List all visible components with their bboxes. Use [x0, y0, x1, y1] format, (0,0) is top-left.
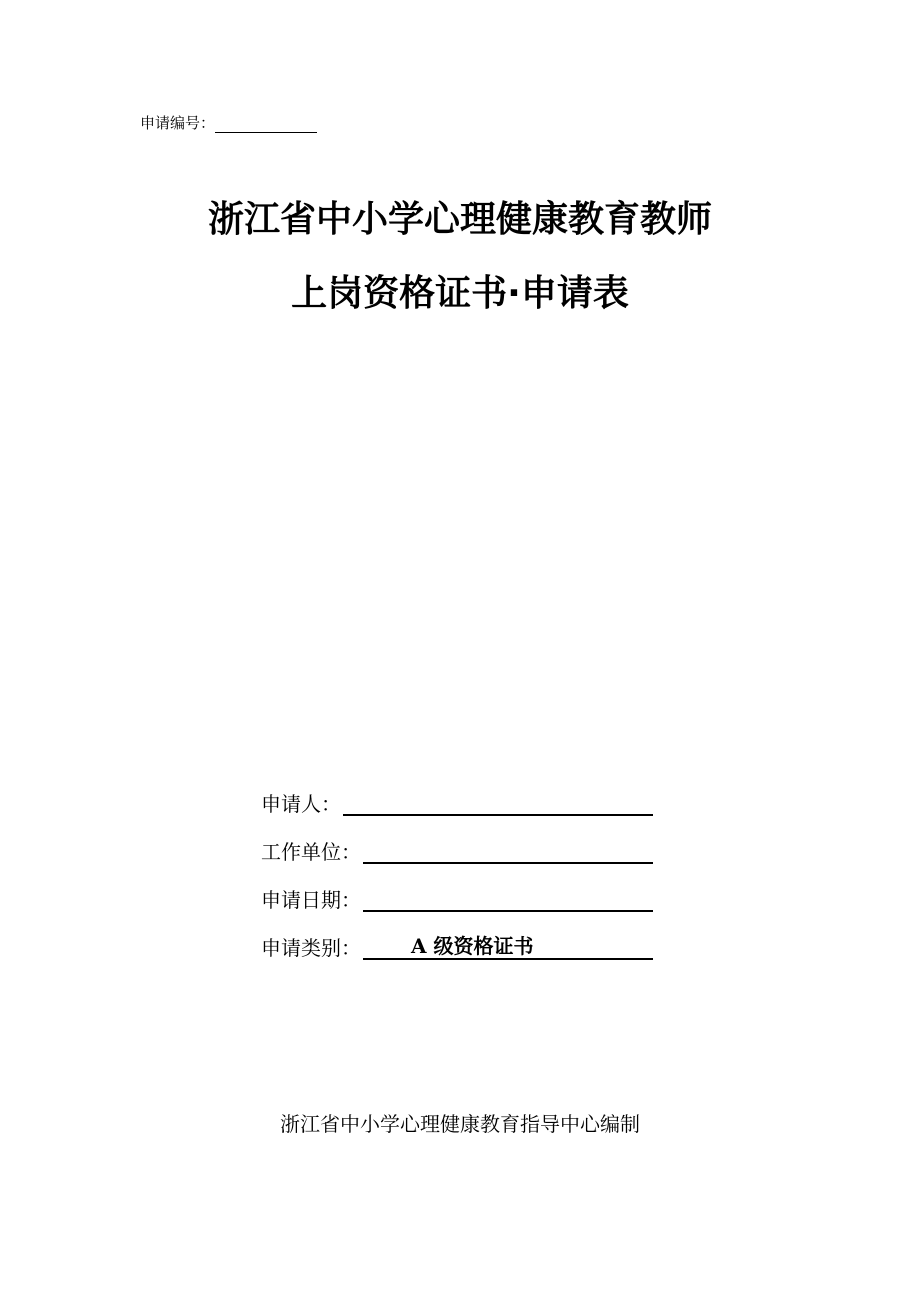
- form-title-line-2: 上岗资格证书·申请表: [291, 273, 629, 314]
- applicant-label: 申请人：: [261, 792, 341, 816]
- work-unit-row: [261, 820, 653, 868]
- category-row: [261, 916, 653, 964]
- application-number-label: 申请编号：: [140, 114, 216, 132]
- application-number-blank[interactable]: [215, 115, 317, 133]
- work-unit-label: 工作单位：: [261, 840, 361, 864]
- work-unit-blank[interactable]: [363, 838, 653, 864]
- application-date-row: [261, 868, 653, 916]
- category-label: 申请类别：: [261, 936, 361, 960]
- applicant-blank[interactable]: [343, 790, 653, 816]
- applicant-row: [261, 772, 653, 820]
- application-date-label: 申请日期：: [261, 888, 361, 912]
- form-title-line-1: 浙江省中小学心理健康教育教师: [207, 199, 712, 240]
- application-number: [140, 113, 317, 133]
- application-date-blank[interactable]: [363, 886, 653, 912]
- compiler-footer: 浙江省中小学心理健康教育指导中心编制: [280, 1112, 640, 1136]
- applicant-info-fields: [261, 772, 653, 964]
- category-value: A 级资格证书: [363, 934, 653, 960]
